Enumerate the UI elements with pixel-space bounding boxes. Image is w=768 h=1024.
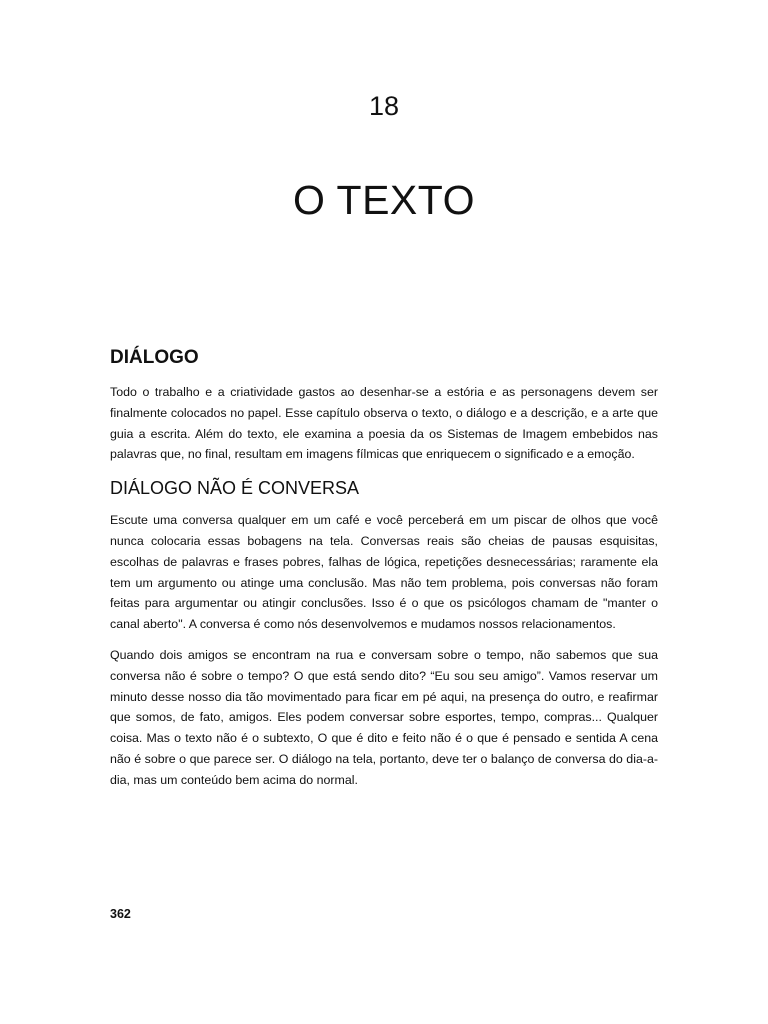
subsection-paragraph-1: Escute uma conversa qualquer em um café e você perceberá em um piscar de olhos que você nunca colocaria essas bobagens na tela. Conversas reais são cheias de pausas esquisitas, escolhas de palavras e frases pobres, falhas de lógica, repetições desnecessárias; raramente ela tem um argumento ou atinge uma conclusão. Mas não tem problema, pois conversas não foram feitas para argumentar ou atingir conclusões. Isso é o que os psicólogos chamam de "manter o canal aberto". A conversa é como nós desenvolvemos e mudamos nossos relacionamentos. [110,513,658,632]
page-body [110,344,658,801]
subsection-paragraph-2: Quando dois amigos se encontram na rua e conversam sobre o tempo, não sabemos que sua conversa não é sobre o tempo? O que está sendo dito? “Eu sou seu amigo”. Vamos reservar um minuto desse nosso dia tão movimentado para ficar em pé aqui, na presença do outro, e reafirmar que somos, de fato, amigos. Eles podem conversar sobre esportes, tempo, compras... Qualquer coisa. Mas o texto não é o subtexto, O que é dito e feito não é o que é pensado e sentida A cena não é sobre o que parece ser. O diálogo na tela, portanto, deve ter o balanço de conversa do dia-a-dia, mas um conteúdo bem acima do normal. [110,647,658,787]
chapter-number: 18 [368,91,400,121]
section-heading: DIÁLOGO [110,347,199,368]
section-paragraph: Todo o trabalho e a criatividade gastos ao desenhar-se a estória e as personagens devem ser finalmente colocados no papel. Esse capítulo observa o texto, o diálogo e a descrição, e a arte que guia a escrita. Além do texto, ele examina a poesia da os Sistemas de Imagem embebidos nas palavras que, no final, resultam em imagens fílmicas que enriquecem o significado e a emoção. [110,385,658,462]
page-number: 362 [110,907,131,921]
subsection-heading: DIÁLOGO NÃO É CONVERSA [110,478,360,499]
chapter-title: O TEXTO [293,177,475,223]
